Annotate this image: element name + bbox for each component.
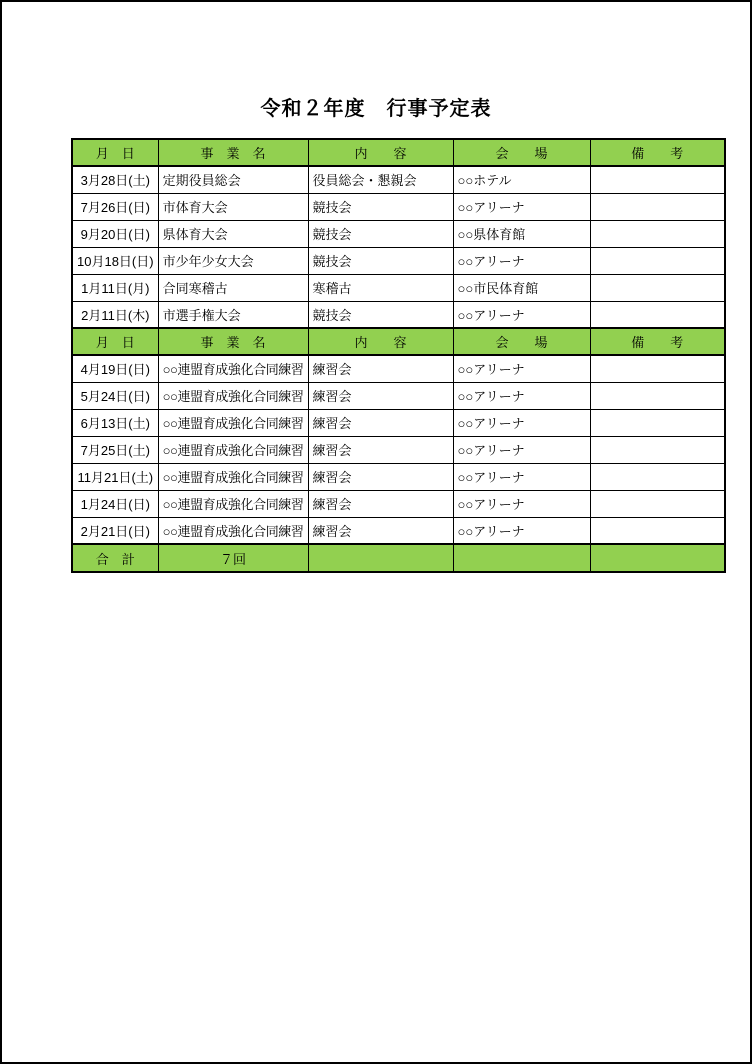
table-row	[72, 274, 725, 301]
cell-event-name: ○○連盟育成強化合同練習	[158, 463, 308, 490]
cell-venue: ○○アリーナ	[453, 382, 590, 409]
cell-event-name: ○○連盟育成強化合同練習	[158, 490, 308, 517]
cell-remarks	[590, 274, 725, 301]
cell-event-name: ○○連盟育成強化合同練習	[158, 382, 308, 409]
cell-date: 2月21日(日)	[72, 517, 158, 544]
table-row	[72, 382, 725, 409]
cell-venue: ○○アリーナ	[453, 355, 590, 382]
cell-venue: ○○アリーナ	[453, 436, 590, 463]
cell-content: 競技会	[308, 247, 453, 274]
header-cell-content: 内 容	[308, 139, 453, 166]
cell-date: 4月19日(日)	[72, 355, 158, 382]
table-row	[72, 247, 725, 274]
cell-date: 1月24日(日)	[72, 490, 158, 517]
cell-event-name: 合同寒稽古	[158, 274, 308, 301]
cell-remarks	[590, 382, 725, 409]
header-cell-venue: 会 場	[453, 139, 590, 166]
cell-venue: ○○ホテル	[453, 166, 590, 193]
cell-content: 練習会	[308, 490, 453, 517]
table-row	[72, 463, 725, 490]
header-cell-venue: 会 場	[453, 328, 590, 355]
header-cell-remarks: 備 考	[590, 139, 725, 166]
cell-venue: ○○アリーナ	[453, 490, 590, 517]
cell-remarks	[590, 193, 725, 220]
cell-remarks	[590, 220, 725, 247]
cell-event-name: 市選手権大会	[158, 301, 308, 328]
cell-remarks	[590, 463, 725, 490]
cell-date: 10月18日(日)	[72, 247, 158, 274]
footer-empty-cell	[453, 544, 590, 572]
footer-empty-cell	[590, 544, 725, 572]
cell-event-name: 定期役員総会	[158, 166, 308, 193]
cell-event-name: ○○連盟育成強化合同練習	[158, 409, 308, 436]
cell-venue: ○○アリーナ	[453, 193, 590, 220]
cell-event-name: ○○連盟育成強化合同練習	[158, 355, 308, 382]
cell-venue: ○○アリーナ	[453, 517, 590, 544]
table-row	[72, 301, 725, 328]
cell-content: 役員総会・懇親会	[308, 166, 453, 193]
cell-event-name: ○○連盟育成強化合同練習	[158, 517, 308, 544]
cell-remarks	[590, 247, 725, 274]
cell-remarks	[590, 166, 725, 193]
cell-content: 練習会	[308, 382, 453, 409]
cell-date: 1月11日(月)	[72, 274, 158, 301]
cell-content: 練習会	[308, 436, 453, 463]
cell-date: 7月26日(日)	[72, 193, 158, 220]
header-cell-date: 月 日	[72, 328, 158, 355]
cell-date: 7月25日(土)	[72, 436, 158, 463]
cell-venue: ○○アリーナ	[453, 463, 590, 490]
cell-date: 9月20日(日)	[72, 220, 158, 247]
table-row	[72, 517, 725, 544]
cell-event-name: 県体育大会	[158, 220, 308, 247]
cell-content: 競技会	[308, 301, 453, 328]
table-row	[72, 490, 725, 517]
cell-content: 練習会	[308, 355, 453, 382]
cell-remarks	[590, 301, 725, 328]
cell-remarks	[590, 490, 725, 517]
cell-remarks	[590, 355, 725, 382]
cell-venue: ○○アリーナ	[453, 247, 590, 274]
header-cell-remarks: 備 考	[590, 328, 725, 355]
cell-remarks	[590, 436, 725, 463]
schedule-table	[71, 138, 726, 573]
cell-content: 寒稽古	[308, 274, 453, 301]
header-cell-content: 内 容	[308, 328, 453, 355]
cell-venue: ○○アリーナ	[453, 301, 590, 328]
table-header-row	[72, 139, 725, 166]
cell-content: 練習会	[308, 409, 453, 436]
table-row	[72, 166, 725, 193]
table-header-row	[72, 328, 725, 355]
cell-content: 競技会	[308, 193, 453, 220]
table-row	[72, 220, 725, 247]
table-row	[72, 409, 725, 436]
cell-remarks	[590, 409, 725, 436]
cell-date: 2月11日(木)	[72, 301, 158, 328]
cell-date: 3月28日(土)	[72, 166, 158, 193]
table-row	[72, 436, 725, 463]
header-cell-event: 事 業 名	[158, 139, 308, 166]
cell-event-name: 市少年少女大会	[158, 247, 308, 274]
cell-venue: ○○市民体育館	[453, 274, 590, 301]
cell-event-name: ○○連盟育成強化合同練習	[158, 436, 308, 463]
cell-content: 競技会	[308, 220, 453, 247]
cell-venue: ○○アリーナ	[453, 409, 590, 436]
header-cell-date: 月 日	[72, 139, 158, 166]
cell-date: 5月24日(日)	[72, 382, 158, 409]
cell-date: 6月13日(土)	[72, 409, 158, 436]
table-row	[72, 355, 725, 382]
cell-remarks	[590, 517, 725, 544]
table-row	[72, 193, 725, 220]
cell-date: 11月21日(土)	[72, 463, 158, 490]
document-title: 令和２年度 行事予定表	[260, 98, 492, 120]
cell-content: 練習会	[308, 463, 453, 490]
header-cell-event: 事 業 名	[158, 328, 308, 355]
cell-event-name: 市体育大会	[158, 193, 308, 220]
cell-content: 練習会	[308, 517, 453, 544]
cell-venue: ○○県体育館	[453, 220, 590, 247]
footer-empty-cell	[308, 544, 453, 572]
footer-total-cell: ７回	[158, 544, 308, 572]
footer-label-cell: 合 計	[72, 544, 158, 572]
table-footer-row	[72, 544, 725, 572]
